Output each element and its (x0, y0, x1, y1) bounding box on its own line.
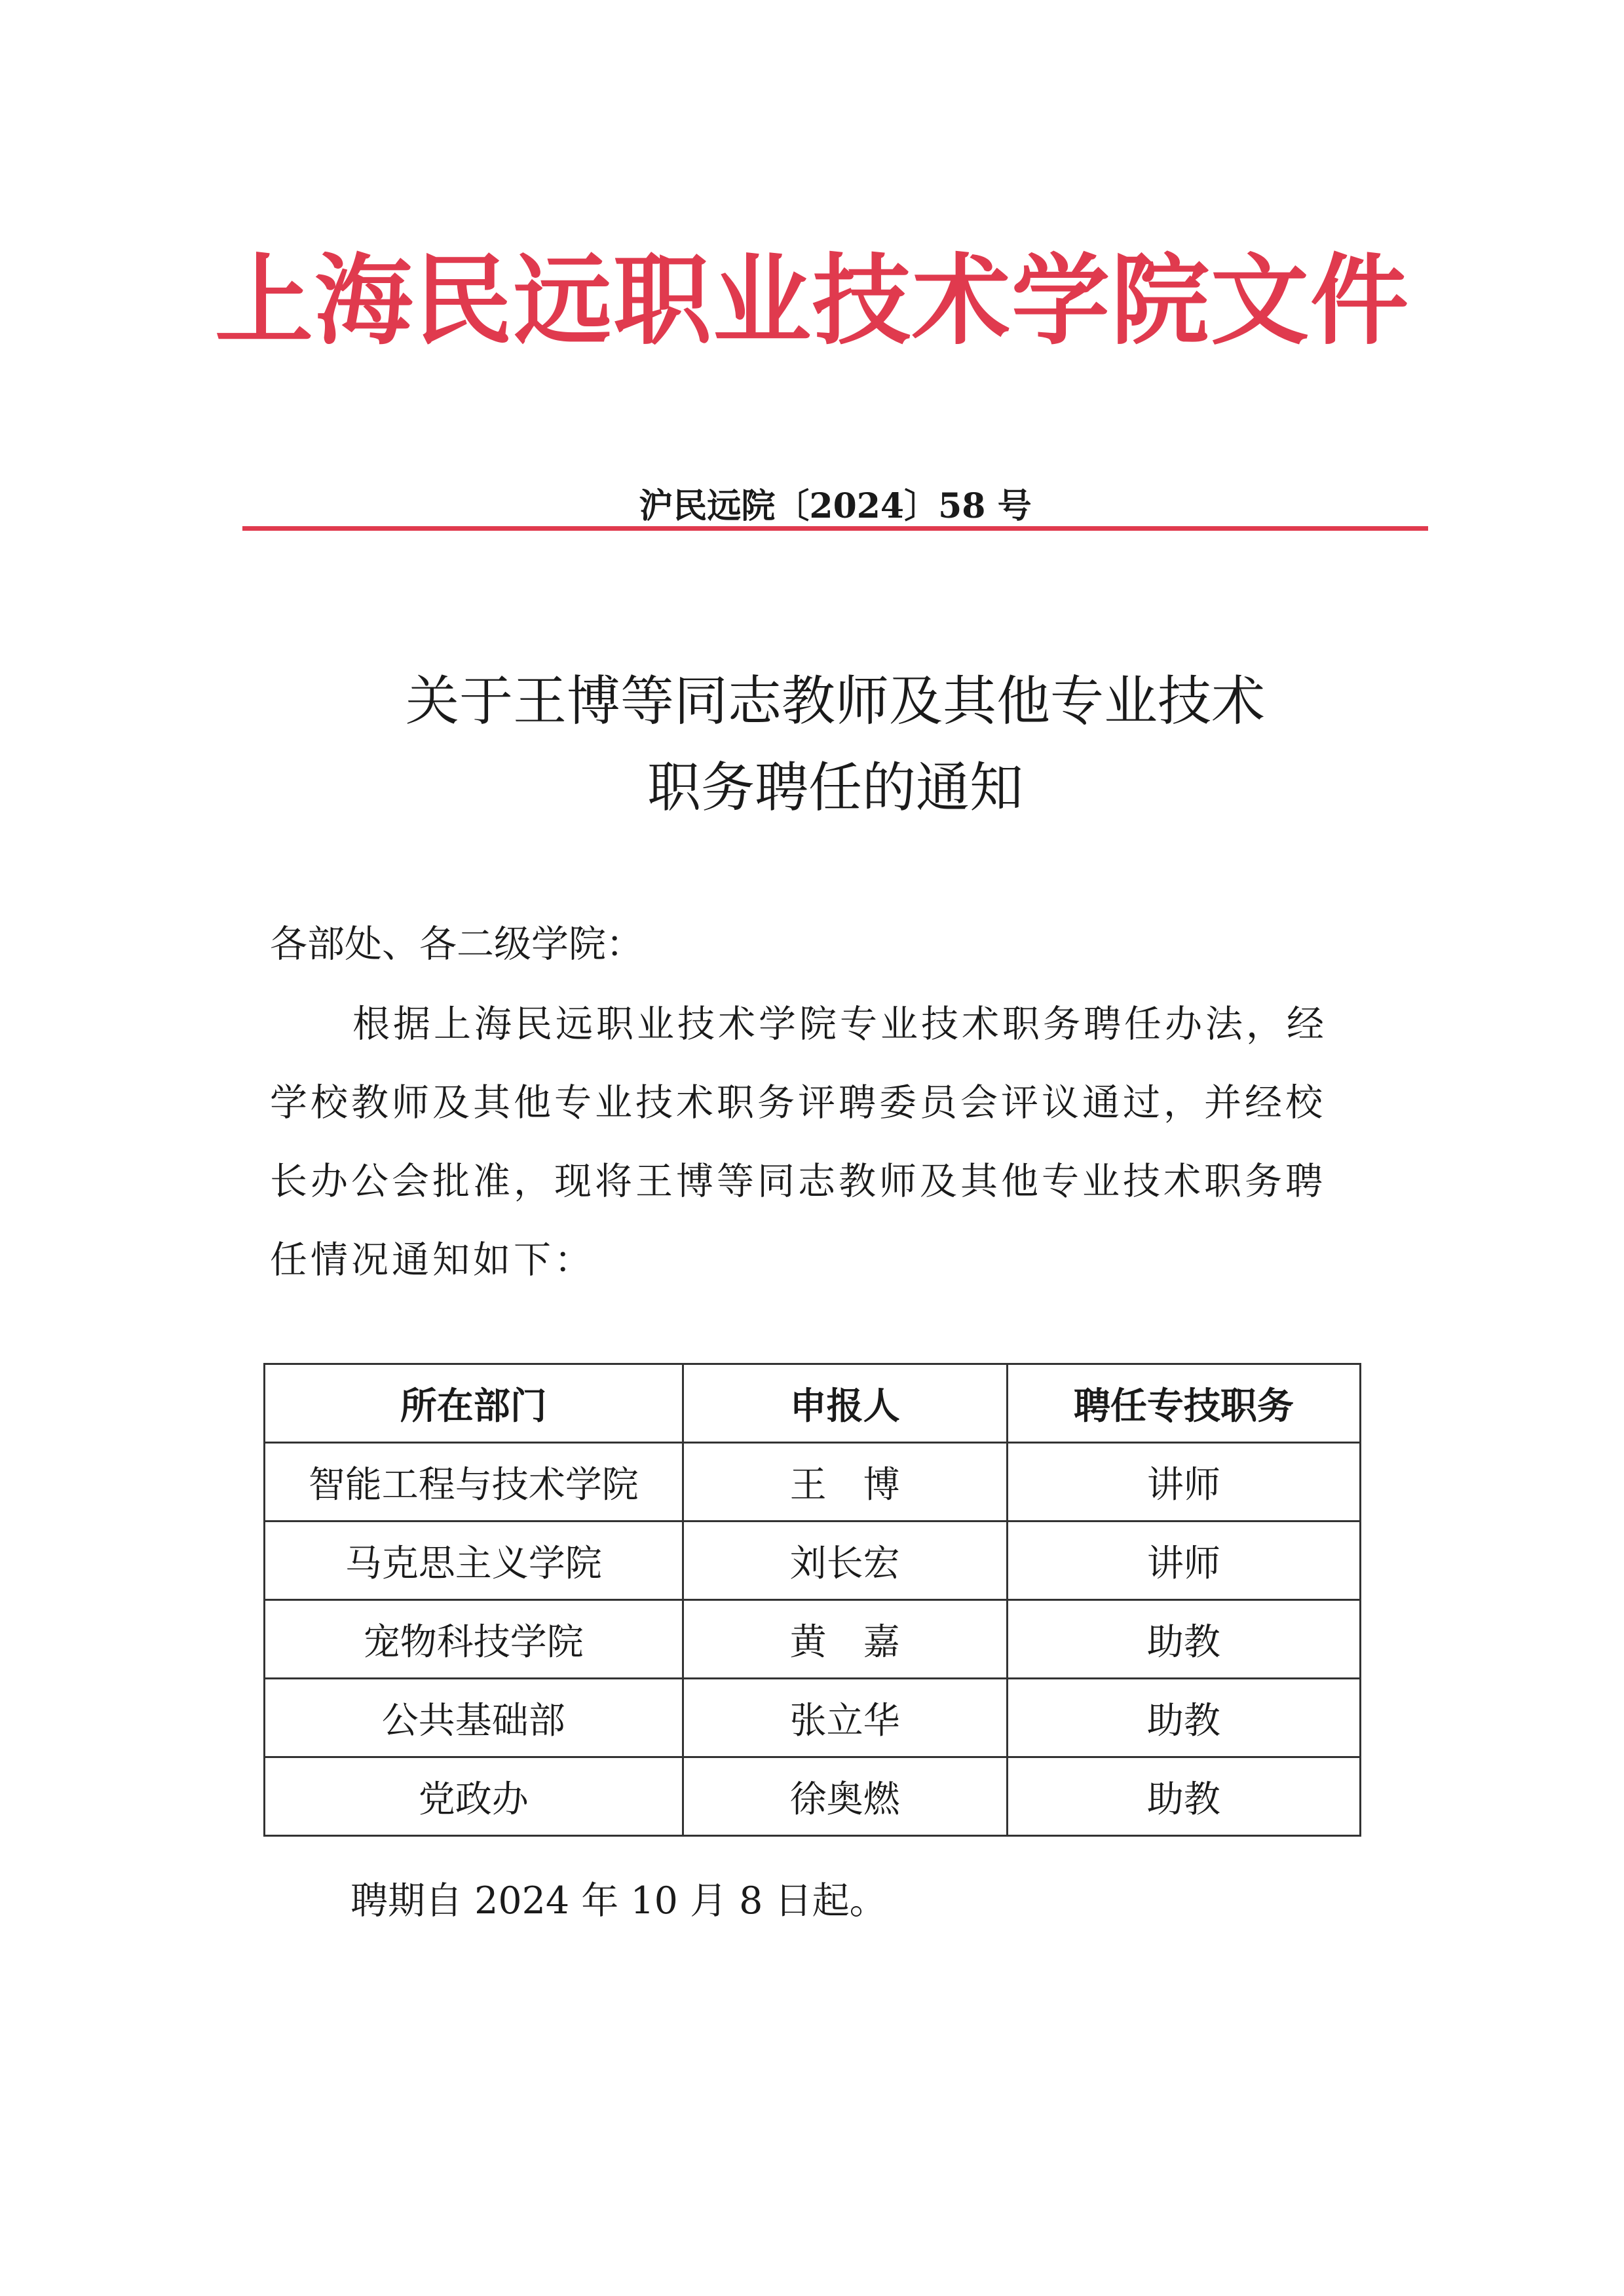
cell-applicant: 王 博 (683, 1443, 1007, 1521)
body-paragraph (270, 985, 1370, 1299)
masthead-title: 上海民远职业技术学院文件 (214, 244, 1410, 358)
notice-title (242, 659, 1428, 832)
body-line: 学校教师及其他专业技术职务评聘委员会评议通过，并经校 (270, 1081, 1326, 1124)
cell-department: 党政办 (265, 1757, 683, 1836)
header-position: 聘任专技职务 (1007, 1364, 1360, 1443)
appointment-period: 聘期自 2024 年 10 月 8 日起。 (350, 1879, 887, 1923)
header-applicant: 申报人 (683, 1364, 1007, 1443)
table-header-row (265, 1364, 1361, 1443)
cell-applicant: 徐奥燃 (683, 1757, 1007, 1836)
cell-position: 助教 (1007, 1757, 1360, 1836)
body-line: 根据上海民远职业技术学院专业技术职务聘任办法，经 (352, 1003, 1327, 1046)
cell-department: 宠物科技学院 (265, 1600, 683, 1679)
salutation: 各部处、各二级学院： (270, 923, 643, 966)
table-row (265, 1757, 1361, 1836)
table-row (265, 1679, 1361, 1757)
body-line: 长办公会批准，现将王博等同志教师及其他专业技术职务聘 (270, 1160, 1326, 1203)
body-line: 任情况通知如下： (270, 1238, 595, 1282)
header-department: 所在部门 (265, 1364, 683, 1443)
cell-department: 马克思主义学院 (265, 1521, 683, 1600)
red-divider-line (242, 526, 1428, 531)
document-number: 沪民远院〔2024〕58 号 (639, 486, 1032, 526)
cell-position: 助教 (1007, 1600, 1360, 1679)
notice-title-line-1: 关于王博等同志教师及其他专业技术 (405, 670, 1265, 733)
cell-applicant: 刘长宏 (683, 1521, 1007, 1600)
cell-position: 助教 (1007, 1679, 1360, 1757)
cell-position: 讲师 (1007, 1443, 1360, 1521)
cell-department: 智能工程与技术学院 (265, 1443, 683, 1521)
cell-department: 公共基础部 (265, 1679, 683, 1757)
table-row (265, 1521, 1361, 1600)
appointment-table (263, 1363, 1361, 1837)
cell-applicant: 张立华 (683, 1679, 1007, 1757)
table-row (265, 1600, 1361, 1679)
cell-position: 讲师 (1007, 1521, 1360, 1600)
notice-title-line-2: 职务聘任的通知 (647, 757, 1023, 819)
table-row (265, 1443, 1361, 1521)
cell-applicant: 黄 嘉 (683, 1600, 1007, 1679)
